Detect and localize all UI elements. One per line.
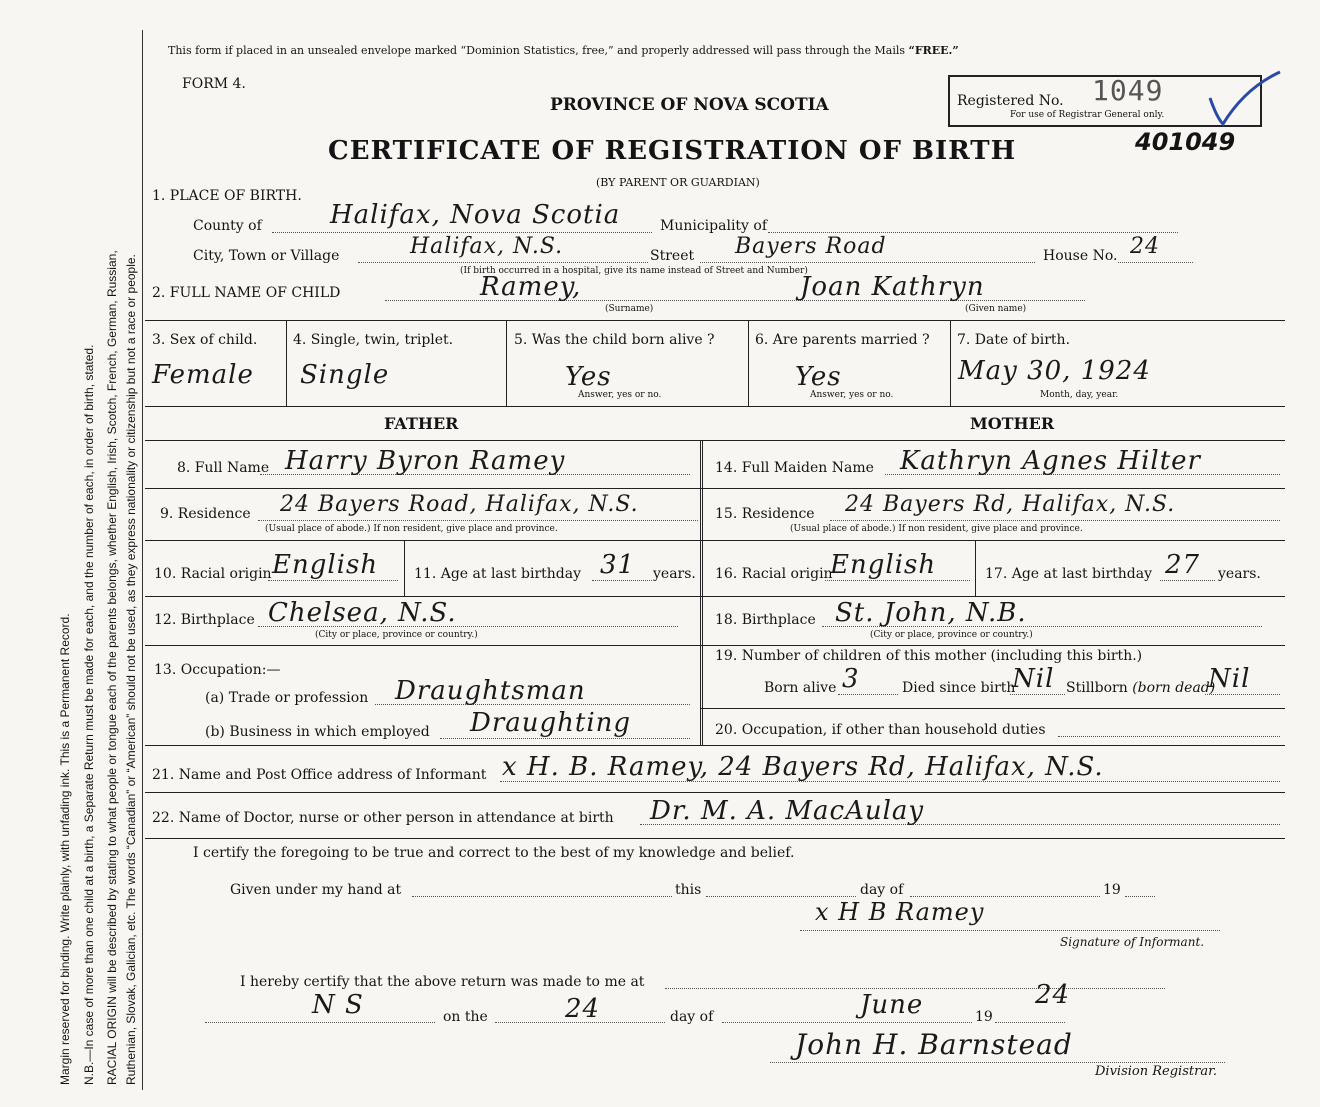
father-row-9-rule	[145, 540, 700, 541]
on-the-label: on the	[443, 1009, 488, 1025]
dob-value: May 30, 1924	[958, 356, 1151, 386]
parents-bottom-rule	[145, 745, 1285, 746]
child-name-label: 2. FULL NAME OF CHILD	[152, 285, 341, 301]
father-years-label: years.	[653, 566, 696, 582]
sex-value: Female	[152, 360, 254, 390]
registrar-use-note: For use of Registrar General only.	[1010, 110, 1165, 120]
parents-married-answer-note: Answer, yes or no.	[810, 390, 894, 400]
informant-rule	[145, 792, 1285, 793]
trade-label: (a) Trade or profession	[205, 690, 369, 706]
return-year-prefix: 19	[975, 1009, 993, 1025]
street-line	[700, 262, 1035, 263]
father-residence-line	[258, 520, 698, 521]
sex-label: 3. Sex of child.	[152, 332, 258, 348]
mother-age-value: 27	[1165, 550, 1201, 580]
row-3-divider-2	[506, 320, 507, 406]
father-row-8-rule	[145, 488, 700, 489]
margin-border	[142, 30, 143, 1090]
mother-age-line	[1160, 580, 1215, 581]
father-residence-label: 9. Residence	[160, 506, 251, 522]
street-label: Street	[650, 248, 695, 264]
mother-racial-line	[825, 580, 970, 581]
mother-occupation-line	[1058, 736, 1280, 737]
stamp-number: 401049	[1135, 128, 1236, 156]
born-alive-answer-note: Answer, yes or no.	[578, 390, 662, 400]
check-mark-icon	[1205, 68, 1285, 130]
this-label: this	[675, 882, 702, 898]
parents-heading-rule	[145, 440, 1285, 441]
return-statement: I hereby certify that the above return was made to me at	[240, 974, 645, 990]
father-age-value: 31	[600, 550, 636, 580]
registrar-signature-line	[770, 1062, 1225, 1063]
registered-label: Registered No.	[957, 93, 1064, 109]
given-place-line	[412, 896, 672, 897]
father-age-label: 11. Age at last birthday	[414, 566, 582, 582]
mother-residence-value: 24 Bayers Rd, Halifax, N.S.	[845, 492, 1176, 517]
business-line	[440, 738, 690, 739]
business-label: (b) Business in which employed	[205, 724, 430, 740]
county-line	[272, 232, 652, 233]
given-year-prefix: 19	[1103, 882, 1121, 898]
father-birthplace-value: Chelsea, N.S.	[268, 598, 457, 628]
return-place-line	[665, 988, 1165, 989]
row-3-divider-1	[286, 320, 287, 406]
doctor-rule	[145, 838, 1285, 839]
row-3-bottom-rule	[145, 406, 1285, 407]
given-name-note: (Given name)	[965, 304, 1027, 314]
municipality-label: Municipality of	[660, 218, 768, 234]
mother-row-14-rule	[700, 488, 1285, 489]
margin-note-racial-origin-2: Ruthenian, Slovak, Galician, etc. The words “Canadian” or “American” should not be used, as they express nationality or citizenship but not a race or people.	[124, 254, 138, 1085]
mother-row-15-rule	[700, 540, 1285, 541]
father-birthplace-label: 12. Birthplace	[154, 612, 255, 628]
row-3-divider-4	[950, 320, 951, 406]
margin-note-multiple-births: N.B.—In case of more than one child at a birth, a Separate Return must be made for each, and the number of each, in order of birth, stated.	[82, 344, 96, 1085]
registrar-signature: John H. Barnstead	[795, 1028, 1073, 1061]
return-place-value: N S	[312, 990, 364, 1020]
page-subtitle: (BY PARENT OR GUARDIAN)	[596, 176, 760, 189]
mother-name-value: Kathryn Agnes Hilter	[900, 446, 1201, 476]
city-label: City, Town or Village	[193, 248, 340, 264]
mother-residence-note: (Usual place of abode.) If non resident, give place and province.	[790, 524, 1083, 534]
return-month-value: June	[860, 990, 924, 1020]
informant-signature-label: Signature of Informant.	[1060, 935, 1205, 949]
informant-label: 21. Name and Post Office address of Informant	[152, 767, 487, 783]
form-label: FORM 4.	[182, 76, 246, 92]
registered-number: 1049	[1092, 74, 1164, 107]
trade-value: Draughtsman	[395, 676, 586, 706]
stillborn-value: Nil	[1208, 664, 1251, 694]
county-label: County of	[193, 218, 262, 234]
hospital-note: (If birth occurred in a hospital, give its name instead of Street and Number)	[460, 266, 808, 276]
registrar-label: Division Registrar.	[1095, 1064, 1217, 1079]
return-year-value: 24	[1035, 980, 1071, 1010]
child-given-name: Joan Kathryn	[800, 272, 985, 302]
born-alive-count-line	[838, 694, 898, 695]
born-alive-count-label: Born alive	[764, 680, 837, 696]
father-row-12-rule	[145, 645, 700, 646]
return-month-line	[722, 1022, 972, 1023]
mother-row-16-rule	[700, 596, 1285, 597]
province-heading: PROVINCE OF NOVA SCOTIA	[550, 95, 829, 115]
father-row-10-divider	[404, 540, 405, 596]
mother-heading: MOTHER	[970, 414, 1055, 433]
mother-residence-line	[830, 520, 1280, 521]
mother-age-label: 17. Age at last birthday	[985, 566, 1153, 582]
city-line	[358, 262, 648, 263]
mother-row-19-rule	[700, 708, 1285, 709]
father-row-10-rule	[145, 596, 700, 597]
informant-value: x H. B. Ramey, 24 Bayers Rd, Halifax, N.S.	[502, 752, 1104, 782]
father-birthplace-note: (City or place, province or country.)	[315, 630, 478, 640]
doctor-value: Dr. M. A. MacAulay	[650, 796, 925, 826]
father-name-value: Harry Byron Ramey	[285, 446, 566, 476]
mother-children-label: 19. Number of children of this mother (including this birth.)	[715, 648, 1143, 664]
father-occupation-label: 13. Occupation:—	[154, 662, 281, 678]
row-3-top-rule	[145, 320, 1285, 321]
mother-racial-label: 16. Racial origin	[715, 566, 833, 582]
page-title: CERTIFICATE OF REGISTRATION OF BIRTH	[328, 136, 1017, 166]
father-residence-note: (Usual place of abode.) If non resident, give place and province.	[265, 524, 558, 534]
given-under-hand-label: Given under my hand at	[230, 882, 402, 898]
mother-racial-value: English	[830, 550, 937, 580]
mail-notice: This form if placed in an unsealed envelope marked “Dominion Statistics, free,” and properly addressed will pass through the Mails “FREE.”	[168, 44, 959, 57]
parents-married-value: Yes	[795, 362, 842, 392]
stillborn-label: Stillborn (born dead)	[1066, 680, 1216, 696]
dob-label: 7. Date of birth.	[957, 332, 1071, 348]
informant-signature: x H B Ramey	[815, 898, 985, 926]
certify-statement: I certify the foregoing to be true and correct to the best of my knowledge and belief.	[193, 845, 795, 861]
dob-note: Month, day, year.	[1040, 390, 1119, 400]
doctor-label: 22. Name of Doctor, nurse or other person in attendance at birth	[152, 810, 614, 826]
margin-note-binding: Margin reserved for binding. Write plainly, with unfading ink. This is a Permanent Record.	[58, 613, 72, 1085]
margin-note-racial-origin-1: RACIAL ORIGIN will be described by stating to what people or tongue each of the parents belongs, whether English, Irish, Scotch, French, German, Russian,	[105, 250, 119, 1085]
born-alive-label: 5. Was the child born alive ?	[514, 332, 715, 348]
born-alive-count-value: 3	[842, 664, 860, 694]
father-racial-value: English	[272, 550, 379, 580]
business-value: Draughting	[470, 708, 632, 738]
place-of-birth-label: 1. PLACE OF BIRTH.	[152, 188, 302, 204]
given-day-line	[706, 896, 856, 897]
plurality-label: 4. Single, twin, triplet.	[293, 332, 454, 348]
street-value: Bayers Road	[735, 234, 887, 259]
city-value: Halifax, N.S.	[410, 234, 564, 259]
house-label: House No.	[1043, 248, 1118, 264]
child-surname: Ramey,	[480, 272, 582, 302]
return-place-line-2	[205, 1022, 435, 1023]
county-value: Halifax, Nova Scotia	[330, 200, 621, 230]
father-name-label: 8. Full Name	[177, 460, 270, 476]
return-day-value: 24	[565, 994, 601, 1024]
mother-residence-label: 15. Residence	[715, 506, 815, 522]
mother-birthplace-value: St. John, N.B.	[835, 598, 1027, 628]
parents-married-label: 6. Are parents married ?	[755, 332, 930, 348]
day-of-label: day of	[860, 882, 904, 898]
municipality-line	[768, 232, 1178, 233]
day-of-label-2: day of	[670, 1009, 714, 1025]
father-racial-line	[268, 580, 398, 581]
father-heading: FATHER	[384, 414, 459, 433]
surname-note: (Surname)	[605, 304, 654, 314]
house-value: 24	[1130, 234, 1160, 259]
mother-row-16-divider	[975, 540, 976, 596]
father-racial-label: 10. Racial origin	[154, 566, 272, 582]
informant-signature-line	[800, 930, 1220, 931]
mother-occupation-label: 20. Occupation, if other than household duties	[715, 722, 1046, 738]
father-residence-value: 24 Bayers Road, Halifax, N.S.	[280, 492, 639, 517]
house-line	[1118, 262, 1193, 263]
parents-center-divider	[700, 440, 703, 745]
plurality-value: Single	[300, 360, 390, 390]
return-year-line	[995, 1022, 1065, 1023]
mother-name-label: 14. Full Maiden Name	[715, 460, 874, 476]
died-since-birth-label: Died since birth	[902, 680, 1016, 696]
given-month-line	[910, 896, 1100, 897]
died-since-birth-value: Nil	[1012, 664, 1055, 694]
stillborn-line	[1205, 694, 1280, 695]
died-since-birth-line	[1010, 694, 1065, 695]
father-age-line	[592, 580, 652, 581]
born-alive-value: Yes	[565, 362, 612, 392]
given-year-line	[1125, 896, 1155, 897]
mother-birthplace-note: (City or place, province or country.)	[870, 630, 1033, 640]
mother-birthplace-label: 18. Birthplace	[715, 612, 816, 628]
mother-row-18-rule	[700, 645, 1285, 646]
mother-years-label: years.	[1218, 566, 1261, 582]
row-3-divider-3	[748, 320, 749, 406]
